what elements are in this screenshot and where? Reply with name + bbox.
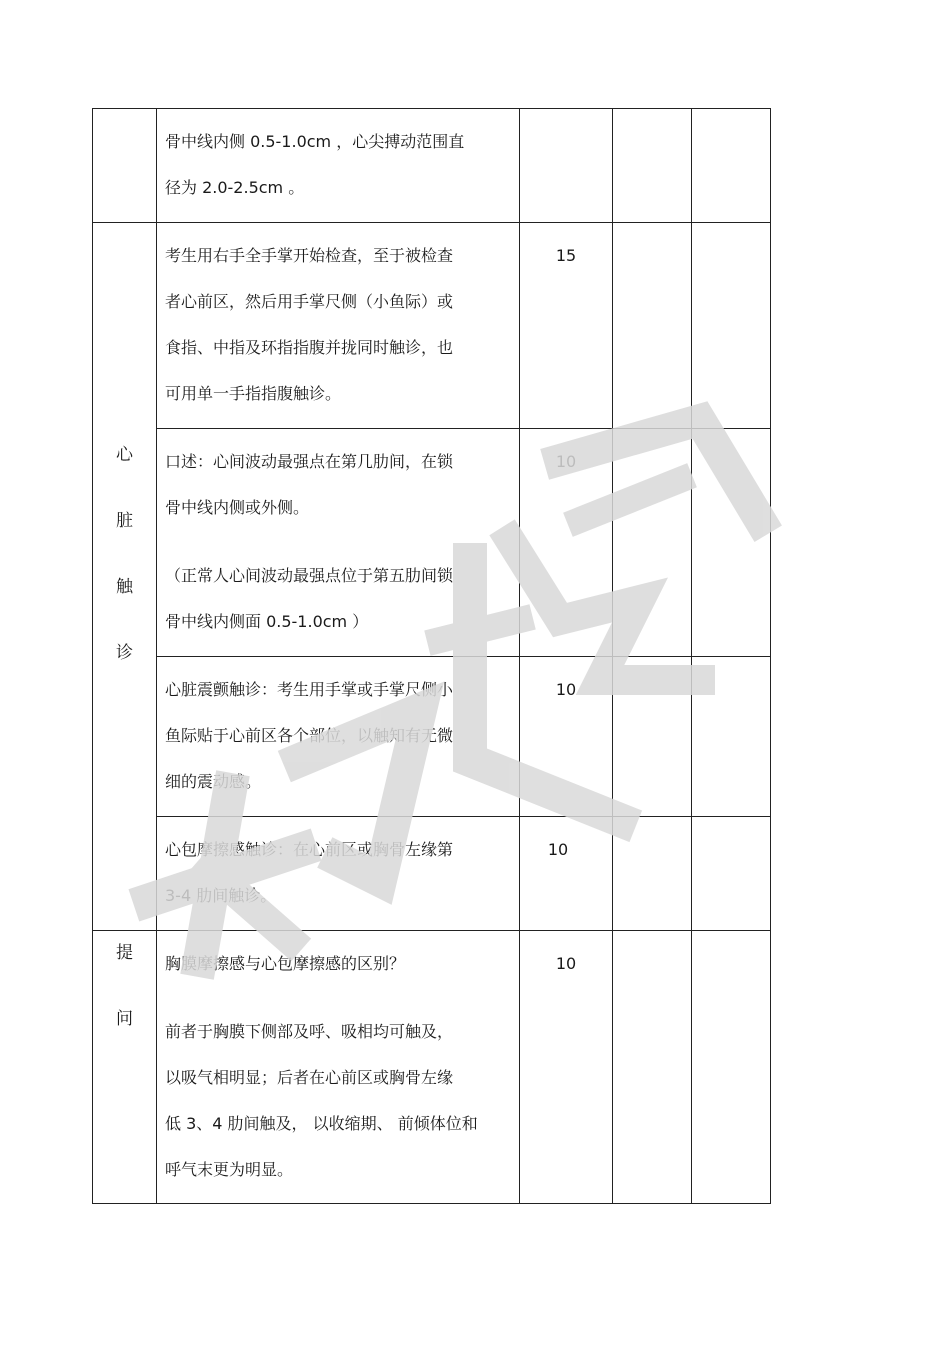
blank-cell	[692, 817, 771, 931]
blank-cell	[613, 657, 692, 817]
score-value: 10	[555, 954, 577, 973]
score-cell	[520, 223, 613, 429]
content-cell	[157, 657, 520, 817]
content-line: 3-4 肋间触诊。	[165, 886, 277, 905]
table-row	[93, 109, 771, 223]
answer-line: 前者于胸膜下侧部及呼、吸相均可触及，	[165, 1022, 454, 1041]
score-value: 10	[555, 680, 577, 699]
content-line: 心包摩擦感触诊：在心前区或胸骨左缘第	[165, 840, 454, 859]
answer-line: 低 3、4 肋间触及， 以收缩期、 前倾体位和	[165, 1114, 478, 1133]
score-value: 15	[555, 246, 577, 265]
content-line: 心脏震颤触诊：考生用手掌或手掌尺侧小	[165, 680, 454, 699]
content-line: 骨中线内侧 0.5-1.0cm ，心尖搏动范围直	[165, 132, 465, 151]
content-line: 者心前区，然后用手掌尺侧（小鱼际）或	[165, 292, 454, 311]
content-line: 鱼际贴于心前区各个部位，以触知有无微	[165, 726, 454, 745]
note-line: 骨中线内侧面 0.5-1.0cm ）	[165, 612, 369, 631]
blank-cell	[692, 109, 771, 223]
blank-cell	[613, 817, 692, 931]
blank-cell	[692, 657, 771, 817]
score-cell	[520, 817, 613, 931]
blank-cell	[692, 931, 771, 1204]
content-cell	[157, 429, 520, 657]
table-row	[93, 429, 771, 657]
category-cell-question	[93, 931, 157, 1204]
content-line: 可用单一手指指腹触诊。	[165, 384, 342, 403]
content-line: 食指、中指及环指指腹并拢同时触诊，也	[165, 338, 454, 357]
blank-cell	[692, 429, 771, 657]
content-cell	[157, 931, 520, 1204]
content-line: 径为 2.0-2.5cm 。	[165, 178, 305, 197]
table-row	[93, 817, 771, 931]
category-cell-empty	[93, 109, 157, 223]
blank-cell	[613, 109, 692, 223]
answer-line: 呼气末更为明显。	[165, 1160, 294, 1179]
content-line: 细的震动感。	[165, 772, 262, 791]
blank-cell	[613, 429, 692, 657]
content-cell	[157, 109, 520, 223]
category-char: 触	[116, 576, 133, 597]
blank-cell	[613, 931, 692, 1204]
score-cell	[520, 657, 613, 817]
score-cell	[520, 931, 613, 1204]
content-cell	[157, 817, 520, 931]
blank-cell	[692, 223, 771, 429]
content-line: 骨中线内侧或外侧。	[165, 498, 310, 517]
note-line: （正常人心间波动最强点位于第五肋间锁	[165, 566, 454, 585]
score-cell	[520, 429, 613, 657]
category-char: 问	[116, 1009, 133, 1029]
answer-line: 以吸气相明显；后者在心前区或胸骨左缘	[165, 1068, 454, 1087]
question-line: 胸膜摩擦感与心包摩擦感的区别？	[165, 954, 406, 973]
table-row	[93, 223, 771, 429]
category-char: 心	[116, 444, 133, 465]
score-value: 10	[547, 840, 569, 859]
blank-cell	[613, 223, 692, 429]
exam-scoring-table	[92, 108, 771, 1204]
content-cell	[157, 223, 520, 429]
category-char: 诊	[116, 642, 133, 663]
table-row	[93, 657, 771, 817]
category-cell-heart-palpation	[93, 223, 157, 931]
content-line: 考生用右手全手掌开始检查，至于被检查	[165, 246, 454, 265]
category-char: 脏	[116, 510, 133, 531]
score-value: 10	[555, 452, 577, 471]
content-line: 口述：心间波动最强点在第几肋间，在锁	[165, 452, 454, 471]
table-row	[93, 931, 771, 1204]
category-char: 提	[116, 943, 133, 963]
score-cell	[520, 109, 613, 223]
